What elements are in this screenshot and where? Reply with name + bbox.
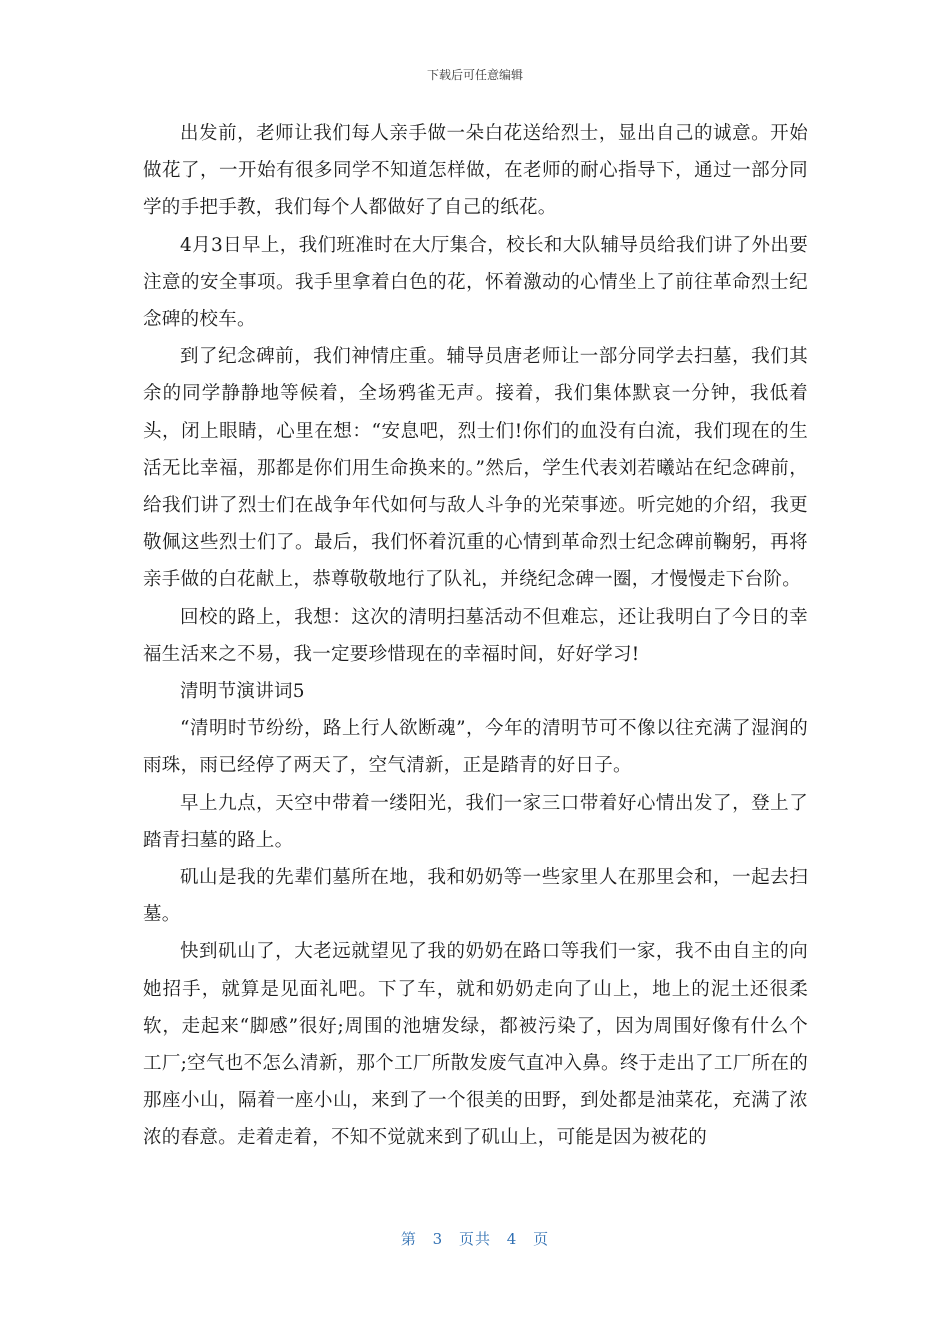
paragraph: 矶山是我的先辈们墓所在地，我和奶奶等一些家里人在那里会和，一起去扫墓。 <box>143 867 808 926</box>
paragraph: “清明时节纷纷，路上行人欲断魂”，今年的清明节可不像以往充满了湿润的雨珠，雨已经停了两天了，空气清新，正是踏青的好日子。 <box>143 718 808 777</box>
section-heading: 清明节演讲词5 <box>180 681 305 703</box>
paragraph: 回校的路上，我想：这次的清明扫墓活动不但难忘，还让我明白了今日的幸福生活来之不易，我一定要珍惜现在的幸福时间，好好学习! <box>143 606 808 665</box>
paragraph: 出发前，老师让我们每人亲手做一朵白花送给烈士，显出自己的诚意。开始做花了，一开始有很多同学不知道怎样做，在老师的耐心指导下，通过一部分同学的手把手教，我们每个人都做好了自己的纸花。 <box>143 123 808 219</box>
document-body <box>143 115 808 1157</box>
paragraph: 4月3日早上，我们班准时在大厅集合，校长和大队辅导员给我们讲了外出要注意的安全事项。我手里拿着白色的花，怀着激动的心情坐上了前往革命烈士纪念碑的校车。 <box>143 234 808 331</box>
paragraph: 快到矶山了，大老远就望见了我的奶奶在路口等我们一家，我不由自主的向她招手，就算是见面礼吧。下了车，就和奶奶走向了山上，地上的泥土还很柔软，走起来“脚感”很好;周围的池塘发绿，都被污染了，因为周围好像有什么个工厂;空气也不怎么清新，那个工厂所散发废气直冲入鼻。终于走出了工厂所在的那座小山，隔着一座小山，来到了一个很美的田野，到处都是油菜花，充满了浓浓的春意。走着走着，不知不觉就来到了矶山上，可能是因为被花的 <box>143 941 808 1149</box>
page-header: 下载后可任意编辑 <box>426 68 523 82</box>
page-number: 第 3 页共 4 页 <box>400 1230 550 1248</box>
paragraph: 到了纪念碑前，我们神情庄重。辅导员唐老师让一部分同学去扫墓，我们其余的同学静静地等候着，全场鸦雀无声。接着，我们集体默哀一分钟，我低着头，闭上眼睛，心里在想：“安息吧，烈士们!你们的血没有白流，我们现在的生活无比幸福，那都是你们用生命换来的。”然后，学生代表刘若曦站在纪念碑前，给我们讲了烈士们在战争年代如何与敌人斗争的光荣事迹。听完她的介绍，我更敬佩这些烈士们了。最后，我们怀着沉重的心情到革命烈士纪念碑前鞠躬，再将亲手做的白花献上，恭尊敬敬地行了队礼，并绕纪念碑一圈，才慢慢走下台阶。 <box>143 346 808 591</box>
paragraph: 早上九点，天空中带着一缕阳光，我们一家三口带着好心情出发了，登上了踏青扫墓的路上。 <box>143 792 808 851</box>
